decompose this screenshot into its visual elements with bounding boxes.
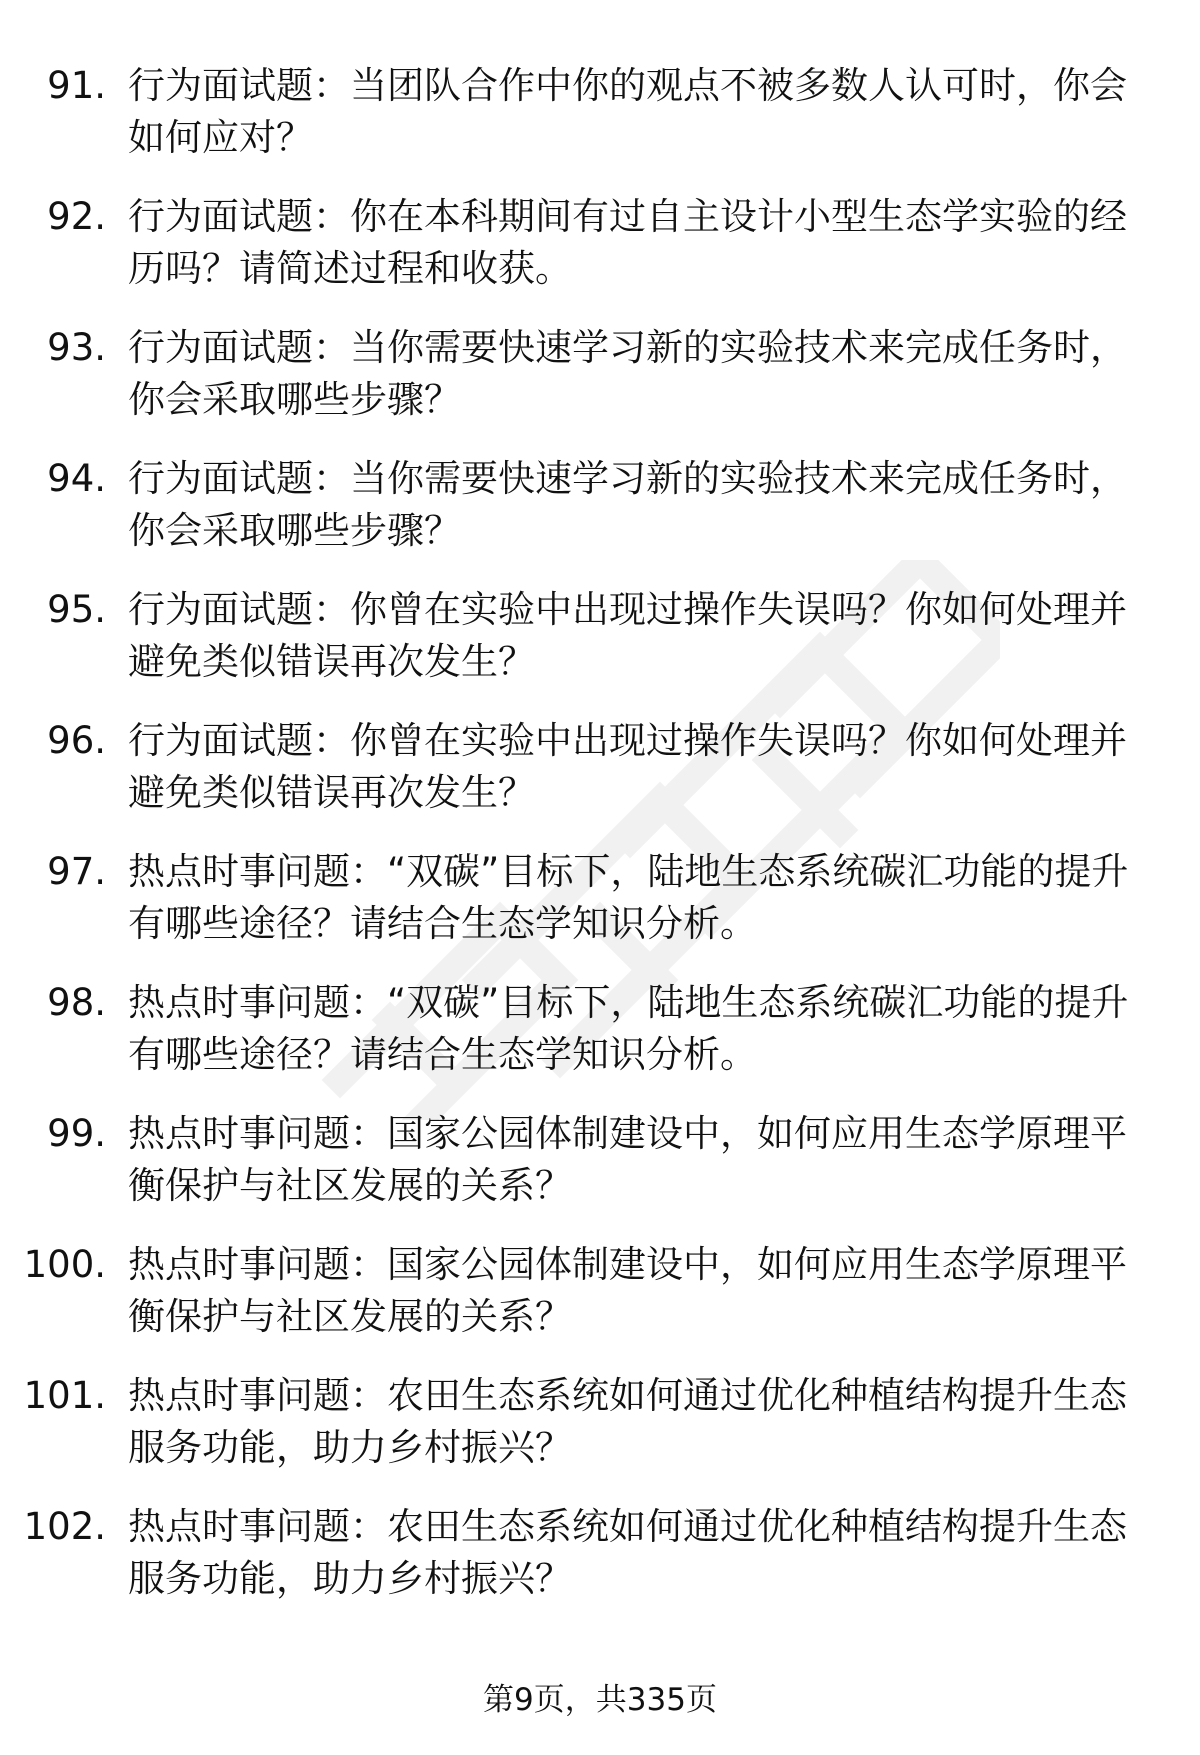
question-number: 102.	[23, 1505, 106, 1548]
question-item	[0, 322, 1200, 453]
question-number: 91.	[47, 64, 106, 107]
question-number: 100.	[23, 1243, 106, 1286]
question-item	[0, 1108, 1200, 1239]
question-text: 行为面试题：当你需要快速学习新的实验技术来完成任务时，你会采取哪些步骤？	[128, 457, 1127, 552]
question-item	[0, 715, 1200, 846]
question-item	[0, 60, 1200, 191]
question-text: 热点时事问题：“双碳”目标下，陆地生态系统碳汇功能的提升有哪些途径？请结合生态学知识分析。	[128, 981, 1129, 1076]
page-footer: 第9页，共335页	[483, 1682, 717, 1718]
question-text: 热点时事问题：农田生态系统如何通过优化种植结构提升生态服务功能，助力乡村振兴？	[128, 1374, 1127, 1469]
question-text: 热点时事问题：“双碳”目标下，陆地生态系统碳汇功能的提升有哪些途径？请结合生态学知识分析。	[128, 850, 1129, 945]
question-text: 行为面试题：当团队合作中你的观点不被多数人认可时，你会如何应对？	[128, 64, 1127, 159]
question-number: 101.	[23, 1374, 106, 1417]
question-item	[0, 1239, 1200, 1370]
question-item	[0, 453, 1200, 584]
question-item	[0, 846, 1200, 977]
question-number: 93.	[47, 326, 106, 369]
question-text: 热点时事问题：国家公园体制建设中，如何应用生态学原理平衡保护与社区发展的关系？	[128, 1112, 1127, 1207]
question-number: 94.	[47, 457, 106, 500]
question-text: 行为面试题：当你需要快速学习新的实验技术来完成任务时，你会采取哪些步骤？	[128, 326, 1127, 421]
question-item	[0, 191, 1200, 322]
question-number: 99.	[47, 1112, 106, 1155]
question-text: 热点时事问题：国家公园体制建设中，如何应用生态学原理平衡保护与社区发展的关系？	[128, 1243, 1127, 1338]
question-item	[0, 584, 1200, 715]
question-text: 行为面试题：你曾在实验中出现过操作失误吗？你如何处理并避免类似错误再次发生？	[128, 588, 1127, 683]
question-number: 97.	[47, 850, 106, 893]
question-list	[0, 60, 1200, 1632]
question-item	[0, 977, 1200, 1108]
question-number: 98.	[47, 981, 106, 1024]
question-number: 96.	[47, 719, 106, 762]
question-number: 95.	[47, 588, 106, 631]
question-text: 行为面试题：你曾在实验中出现过操作失误吗？你如何处理并避免类似错误再次发生？	[128, 719, 1127, 814]
question-number: 92.	[47, 195, 106, 238]
question-item	[0, 1370, 1200, 1501]
question-text: 行为面试题：你在本科期间有过自主设计小型生态学实验的经历吗？请简述过程和收获。	[128, 195, 1127, 290]
question-item	[0, 1501, 1200, 1632]
question-text: 热点时事问题：农田生态系统如何通过优化种植结构提升生态服务功能，助力乡村振兴？	[128, 1505, 1127, 1600]
